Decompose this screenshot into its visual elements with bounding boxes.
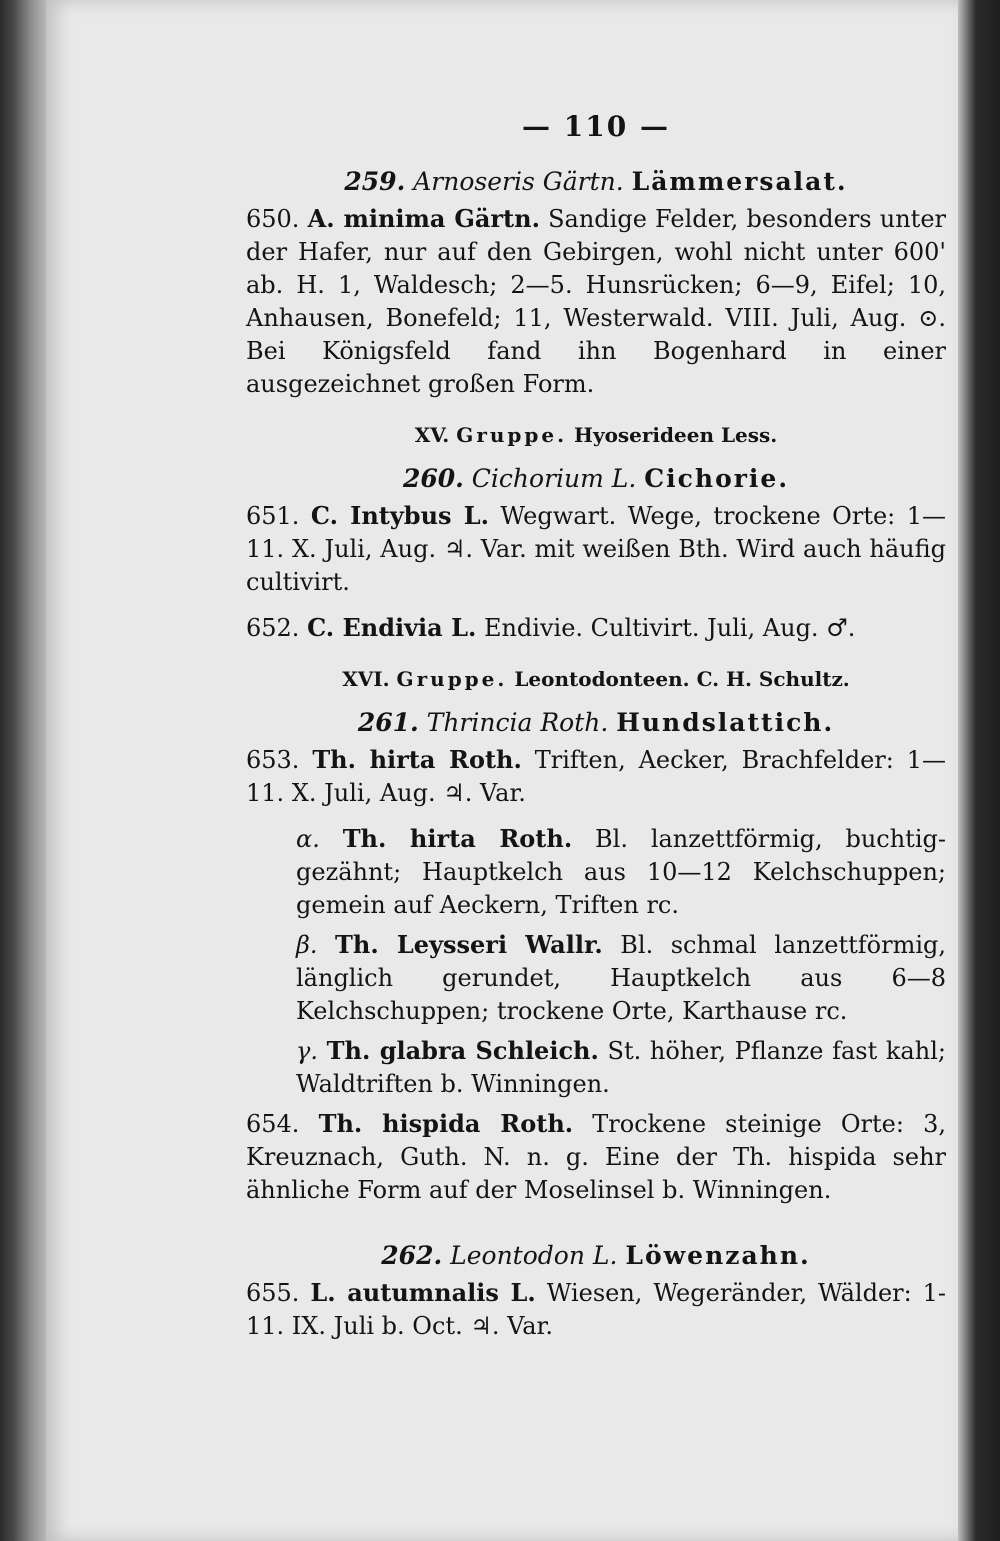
- species-entry-654: [246, 1107, 946, 1207]
- group-name: Leontodonteen. C. H. Schultz.: [514, 667, 850, 691]
- species-latin-name: C. Endivia L.: [307, 613, 477, 642]
- genus-number: 260.: [402, 464, 464, 493]
- species-latin-name: A. minima Gärtn.: [307, 204, 540, 233]
- genus-latin-name: Arnoseris Gärtn.: [413, 167, 624, 196]
- variety-alpha: [296, 822, 946, 922]
- entry-number: 652.: [246, 614, 300, 642]
- genus-heading-260: [246, 462, 946, 495]
- entry-text: Wegwart. Wege, trockene Orte: 1—11. X. Juli, Aug. ♃. Var. mit weißen Bth. Wird auch häufig cultivirt.: [246, 502, 946, 596]
- variety-latin-name: Th. hirta Roth.: [342, 824, 573, 853]
- variety-text: St. höher, Pflanze fast kahl; Waldtriften b. Winningen.: [296, 1037, 946, 1098]
- variety-latin-name: Th. glabra Schleich.: [326, 1036, 599, 1065]
- page-number: — 110 —: [522, 110, 670, 143]
- entry-text: Sandige Felder, besonders unter der Hafer, nur auf den Gebirgen, wohl nicht unter 600' ab. H. 1, Waldesch; 2—5. Hunsrücken; 6—9, Eifel; 10, Anhausen, Bonefeld; 11, Westerwald. VIII. Juli, Aug. ⊙. Bei Königsfeld fand ihn Bogenhard in einer ausgezeichnet großen Form.: [246, 205, 946, 398]
- entry-text: Triften, Aecker, Brachfelder: 1—11. X. Juli, Aug. ♃. Var.: [246, 746, 946, 807]
- genus-number: 262.: [381, 1241, 443, 1270]
- species-entry-651: [246, 499, 946, 599]
- variety-beta: [296, 928, 946, 1028]
- entry-number: 651.: [246, 502, 300, 530]
- group-heading-xv: [246, 419, 946, 452]
- genus-latin-name: Thrincia Roth.: [426, 708, 609, 737]
- genus-heading-259: [246, 165, 946, 198]
- entry-text: Wiesen, Wegeränder, Wälder: 1-11. IX. Juli b. Oct. ♃. Var.: [246, 1279, 946, 1340]
- variety-letter: α.: [296, 825, 320, 853]
- species-entry-653: [246, 743, 946, 810]
- genus-number: 261.: [357, 708, 419, 737]
- entry-number: 650.: [246, 205, 300, 233]
- species-entry-652: [246, 611, 946, 645]
- group-name: Hyoserideen Less.: [574, 423, 778, 447]
- variety-text: Bl. lanzettförmig, buchtig-gezähnt; Hauptkelch aus 10—12 Kelchschuppen; gemein auf Aeckern, Triften rc.: [296, 825, 946, 919]
- group-roman: XVI.: [342, 667, 390, 691]
- entry-number: 654.: [246, 1110, 300, 1138]
- group-roman: XV.: [414, 423, 450, 447]
- variety-latin-name: Th. Leysseri Wallr.: [335, 930, 603, 959]
- page: [46, 0, 958, 1541]
- variety-text: Bl. schmal lanzettförmig, länglich gerundet, Hauptkelch aus 6—8 Kelchschuppen; trockene Orte, Karthause rc.: [296, 931, 947, 1025]
- species-latin-name: Th. hirta Roth.: [312, 745, 522, 774]
- genus-latin-name: Cichorium L.: [471, 464, 637, 493]
- group-word: Gruppe.: [396, 667, 508, 691]
- genus-common-name: Cichorie.: [644, 464, 790, 493]
- page-text: [246, 110, 946, 1355]
- species-entry-655: [246, 1276, 946, 1343]
- entry-text: Endivie. Cultivirt. Juli, Aug. ♂.: [483, 614, 856, 642]
- variety-letter: γ.: [296, 1037, 318, 1065]
- genus-common-name: Hundslattich.: [616, 708, 835, 737]
- entry-text: Trockene steinige Orte: 3, Kreuznach, Guth. N. n. g. Eine der Th. hispida sehr ähnliche Form auf der Moselinsel b. Winningen.: [246, 1110, 946, 1204]
- genus-number: 259.: [344, 167, 406, 196]
- genus-latin-name: Leontodon L.: [450, 1241, 618, 1270]
- group-heading-xvi: [246, 663, 946, 696]
- species-latin-name: C. Intybus L.: [310, 501, 489, 530]
- spacer: [246, 1219, 946, 1239]
- variety-gamma: [296, 1034, 946, 1101]
- variety-letter: β.: [296, 931, 318, 959]
- species-entry-650: [246, 202, 946, 401]
- genus-heading-261: [246, 706, 946, 739]
- genus-common-name: Lämmersalat.: [631, 167, 848, 196]
- group-word: Gruppe.: [456, 423, 568, 447]
- left-page-edge: [0, 0, 48, 1541]
- genus-common-name: Löwenzahn.: [625, 1241, 811, 1270]
- entry-number: 655.: [246, 1279, 300, 1307]
- genus-heading-262: [246, 1239, 946, 1272]
- entry-number: 653.: [246, 746, 300, 774]
- species-latin-name: L. autumnalis L.: [310, 1278, 536, 1307]
- species-latin-name: Th. hispida Roth.: [318, 1109, 574, 1138]
- right-page-edge: [958, 0, 1000, 1541]
